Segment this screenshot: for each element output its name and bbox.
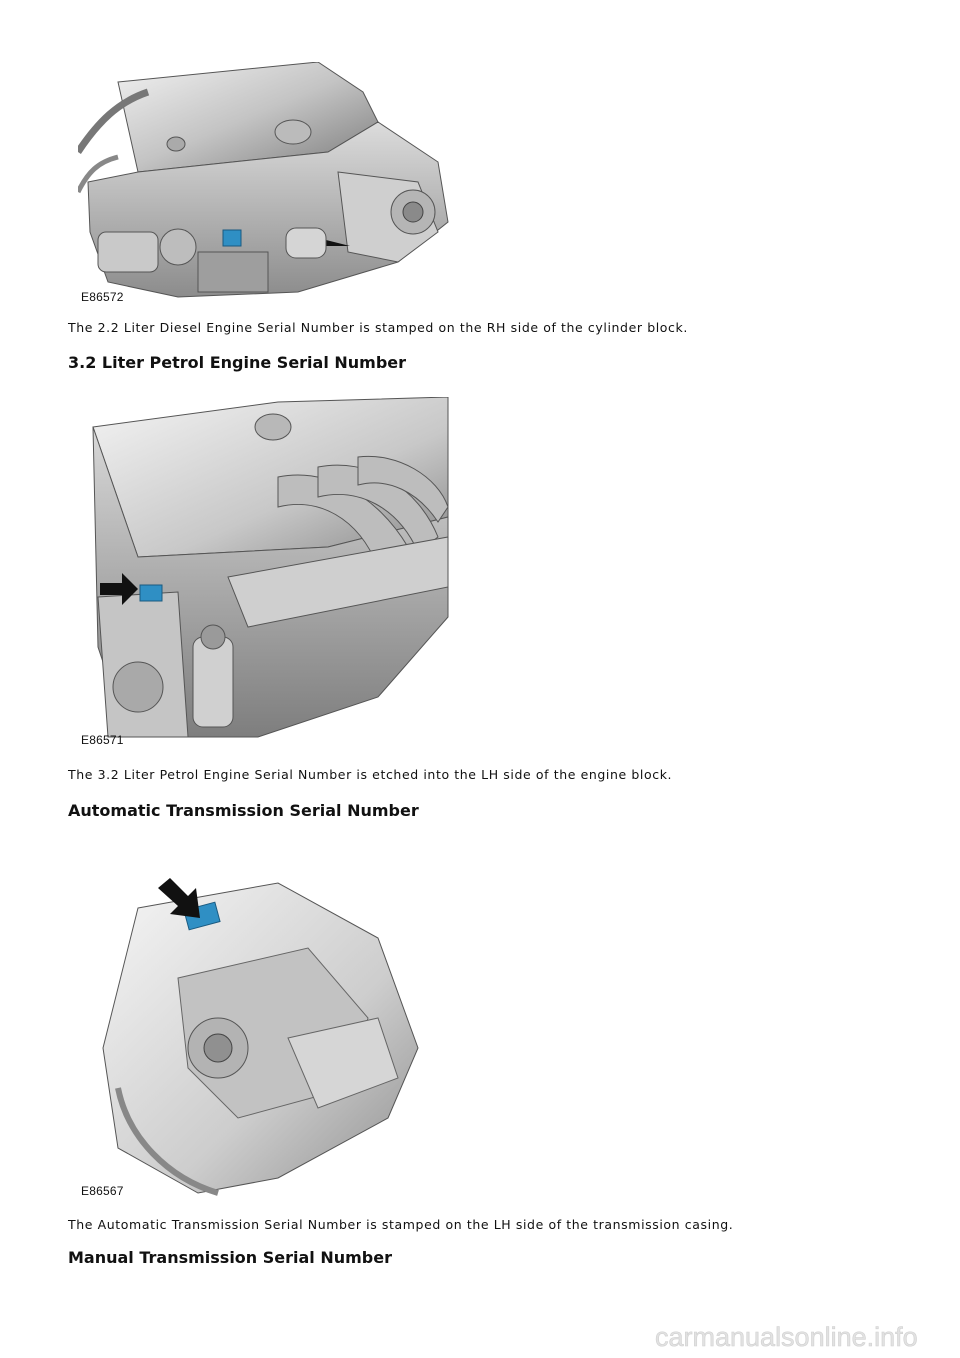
watermark-logo (655, 1320, 955, 1354)
figure-label: E86572 (81, 290, 124, 304)
figure-petrol-engine (78, 397, 450, 749)
caption-petrol-engine: The 3.2 Liter Petrol Engine Serial Number is etched into the LH side of the engine block. (68, 767, 673, 782)
petrol-engine-illustration (78, 397, 450, 749)
heading-manual-transmission: Manual Transmission Serial Number (68, 1248, 392, 1267)
heading-petrol-engine: 3.2 Liter Petrol Engine Serial Number (68, 353, 407, 372)
serial-number-location (140, 585, 162, 601)
watermark-text: carmanualsonline.info (655, 1322, 918, 1352)
diesel-engine-illustration (78, 62, 450, 306)
figure-label: E86571 (81, 733, 124, 747)
caption-automatic-transmission: The Automatic Transmission Serial Number is stamped on the LH side of the transmission casing. (68, 1217, 734, 1232)
figure-label: E86567 (81, 1184, 124, 1198)
caption-diesel-engine: The 2.2 Liter Diesel Engine Serial Number is stamped on the RH side of the cylinder block. (68, 320, 688, 335)
automatic-transmission-illustration (78, 848, 450, 1200)
figure-automatic-transmission (78, 848, 450, 1200)
heading-automatic-transmission: Automatic Transmission Serial Number (68, 801, 419, 820)
serial-number-location (223, 230, 241, 246)
figure-diesel-engine (78, 62, 450, 306)
